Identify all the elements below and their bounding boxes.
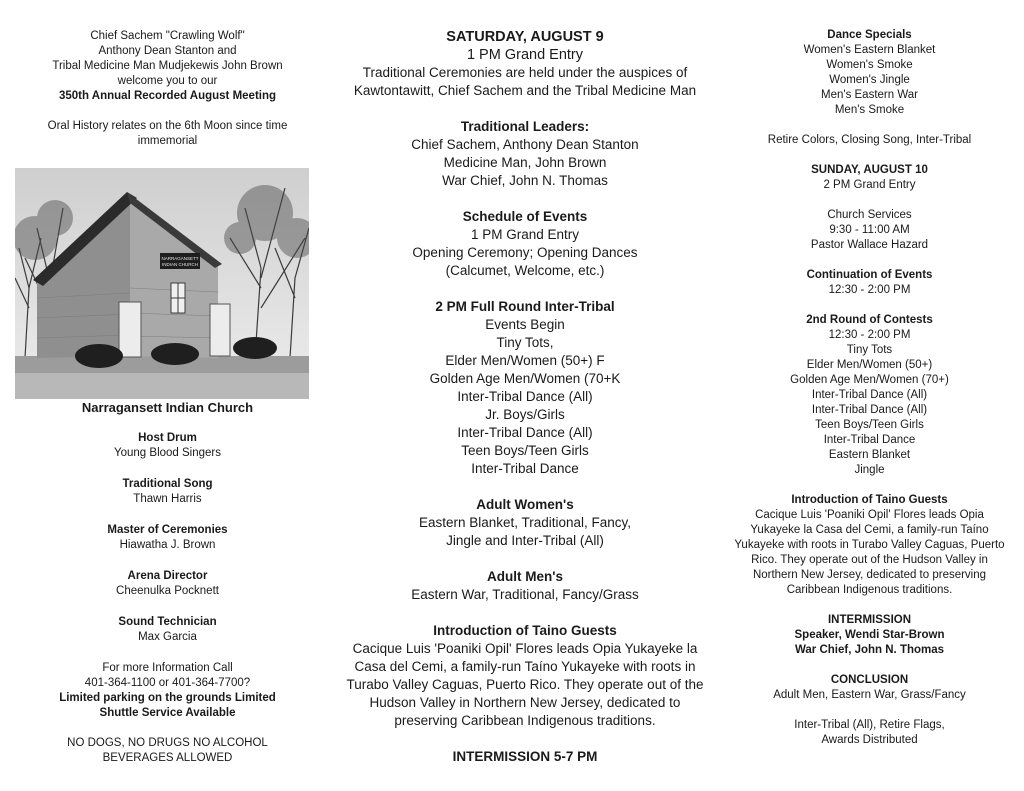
taino-line: Cacique Luis 'Poaniki Opil' Flores leads Opia Yukayeke la xyxy=(352,641,698,656)
men-item: Eastern War, Traditional, Fancy/Grass xyxy=(411,587,639,602)
special-item: Women's Smoke xyxy=(826,59,913,71)
intermission-item: Speaker, Wendi Star-Brown xyxy=(794,629,945,641)
photo-caption: Narragansett Indian Church xyxy=(81,400,254,415)
welcome-line: Anthony Dean Stanton and xyxy=(98,45,237,57)
contest-item: 12:30 - 2:00 PM xyxy=(828,329,911,341)
leader-item: Medicine Man, John Brown xyxy=(443,155,607,170)
women-item: Eastern Blanket, Traditional, Fancy, xyxy=(418,515,632,530)
taino-line: Yukayeke la Casa del Cemi, a family-run Taíno xyxy=(750,524,989,536)
round-item: Events Begin xyxy=(485,317,565,332)
intermission-title: INTERMISSION 5-7 PM xyxy=(452,749,598,764)
taino-line: Turabo Valley Caguas, Puerto Rico. They operate out of the xyxy=(346,677,704,692)
oral-history-line: Oral History relates on the 6th Moon since time xyxy=(47,120,288,132)
taino-line: Cacique Luis 'Poaniki Opil' Flores leads Opia xyxy=(755,509,984,521)
ceremonies-line: Kawtontawitt, Chief Sachem and the Tribal Medicine Man xyxy=(353,83,697,98)
left-lower xyxy=(0,399,335,766)
role-sound-technician xyxy=(0,615,335,645)
rules-line: BEVERAGES ALLOWED xyxy=(102,752,233,764)
retire-line: Retire Colors, Closing Song, Inter-Tribal xyxy=(767,134,972,146)
taino-line: Caribbean Indigenous traditions. xyxy=(786,584,953,596)
sunday-grand-entry: 2 PM Grand Entry xyxy=(823,179,916,191)
saturday-grand-entry: 1 PM Grand Entry xyxy=(466,47,584,63)
special-item: Women's Eastern Blanket xyxy=(803,44,936,56)
taino-line: Rico. They operate out of the Hudson Valley in xyxy=(751,554,988,566)
contest-item: Inter-Tribal Dance xyxy=(823,434,916,446)
contest-item: Tiny Tots xyxy=(846,344,893,356)
taino-line: Casa del Cemi, a family-run Taíno Yukayeke with roots in xyxy=(354,659,696,674)
round-item: Inter-Tribal Dance xyxy=(471,461,579,476)
continuation-title: Continuation of Events xyxy=(806,269,933,281)
schedule-item: 1 PM Grand Entry xyxy=(470,227,580,242)
welcome-line: Chief Sachem "Crawling Wolf" xyxy=(90,30,245,42)
welcome-line: welcome you to our xyxy=(117,75,218,87)
women-item: Jingle and Inter-Tribal (All) xyxy=(446,533,604,548)
middle-column xyxy=(335,0,715,766)
role-name: Hiawatha J. Brown xyxy=(119,539,216,551)
parking-line: Limited parking on the grounds Limited xyxy=(59,692,276,704)
specials-title: Dance Specials xyxy=(827,29,912,41)
contests-title: 2nd Round of Contests xyxy=(806,314,933,326)
contest-item: Eastern Blanket xyxy=(828,449,911,461)
special-item: Women's Jingle xyxy=(829,74,910,86)
role-master-of-ceremonies xyxy=(0,523,335,553)
continuation-time: 12:30 - 2:00 PM xyxy=(828,284,911,296)
role-traditional-song xyxy=(0,477,335,507)
meeting-title: 350th Annual Recorded August Meeting xyxy=(58,90,277,102)
round-item: Golden Age Men/Women (70+K xyxy=(429,371,621,386)
church-photo xyxy=(15,168,309,399)
info-phone: 401-364-1100 or 401-364-7700? xyxy=(84,677,251,689)
leader-item: War Chief, John N. Thomas xyxy=(442,173,608,188)
contest-item: Elder Men/Women (50+) xyxy=(806,359,933,371)
contest-item: Jingle xyxy=(854,464,885,476)
rules-line: NO DOGS, NO DRUGS NO ALCOHOL xyxy=(67,737,268,749)
final-line: Inter-Tribal (All), Retire Flags, xyxy=(794,719,945,731)
contest-item: Inter-Tribal Dance (All) xyxy=(811,404,928,416)
taino-title: Introduction of Taino Guests xyxy=(791,494,948,506)
right-column xyxy=(715,0,1024,748)
taino-title: Introduction of Taino Guests xyxy=(433,623,617,638)
info-line: For more Information Call xyxy=(102,662,233,674)
special-item: Men's Smoke xyxy=(834,104,905,116)
welcome-text xyxy=(0,29,335,89)
role-name: Thawn Harris xyxy=(133,493,202,505)
taino-line: Northern New Jersey, dedicated to preserving xyxy=(752,569,987,581)
round-item: Tiny Tots, xyxy=(496,335,554,350)
round-item: Elder Men/Women (50+) F xyxy=(445,353,605,368)
leader-item: Chief Sachem, Anthony Dean Stanton xyxy=(411,137,639,152)
contest-item: Teen Boys/Teen Girls xyxy=(815,419,924,431)
special-item: Men's Eastern War xyxy=(821,89,918,101)
left-column xyxy=(0,0,335,149)
sunday-title: SUNDAY, AUGUST 10 xyxy=(811,164,928,176)
sign-line-1: NARRAGANSETT xyxy=(161,256,199,261)
intermission-item: War Chief, John N. Thomas xyxy=(794,644,945,656)
round-item: Inter-Tribal Dance (All) xyxy=(457,425,593,440)
leaders-title: Traditional Leaders: xyxy=(460,119,590,134)
women-title: Adult Women's xyxy=(476,497,574,512)
final-line: Awards Distributed xyxy=(821,734,918,746)
conclusion-title: CONCLUSION xyxy=(830,674,909,686)
taino-line: Hudson Valley in Northern New Jersey, dedicated to xyxy=(369,695,681,710)
intermission-title: INTERMISSION xyxy=(827,614,912,626)
sign-line-2: INDIAN CHURCH xyxy=(162,262,198,267)
schedule-item: (Calcumet, Welcome, etc.) xyxy=(445,263,605,278)
taino-line: Yukayeke with roots in Turabo Valley Caguas, Puerto xyxy=(734,539,1005,551)
schedule-title: Schedule of Events xyxy=(462,209,588,224)
church-line: 9:30 - 11:00 AM xyxy=(829,224,910,236)
men-title: Adult Men's xyxy=(487,569,563,584)
saturday-title: SATURDAY, AUGUST 9 xyxy=(446,29,604,45)
role-host-drum xyxy=(0,431,335,461)
role-name: Cheenulka Pocknett xyxy=(116,585,219,597)
ceremonies-line: Traditional Ceremonies are held under the auspices of xyxy=(362,65,688,80)
conclusion-item: Adult Men, Eastern War, Grass/Fancy xyxy=(773,689,966,701)
taino-line: preserving Caribbean Indigenous traditions. xyxy=(394,713,656,728)
round-title: 2 PM Full Round Inter-Tribal xyxy=(435,299,615,314)
church-illustration xyxy=(15,168,309,399)
role-title: Traditional Song xyxy=(122,478,213,490)
role-title: Sound Technician xyxy=(118,616,217,628)
schedule-item: Opening Ceremony; Opening Dances xyxy=(412,245,638,260)
oral-history-line: immemorial xyxy=(137,135,198,147)
church-line: Pastor Wallace Hazard xyxy=(810,239,929,251)
role-title: Arena Director xyxy=(127,570,208,582)
round-item: Jr. Boys/Girls xyxy=(485,407,565,422)
church-line: Church Services xyxy=(827,209,912,221)
parking-line: Shuttle Service Available xyxy=(99,707,236,719)
welcome-line: Tribal Medicine Man Mudjekewis John Brown xyxy=(52,60,283,72)
round-item: Teen Boys/Teen Girls xyxy=(461,443,589,458)
role-title: Master of Ceremonies xyxy=(107,524,228,536)
contest-item: Golden Age Men/Women (70+) xyxy=(790,374,949,386)
role-arena-director xyxy=(0,569,335,599)
role-name: Young Blood Singers xyxy=(114,447,221,459)
contest-item: Inter-Tribal Dance (All) xyxy=(811,389,928,401)
role-name: Max Garcia xyxy=(138,631,197,643)
round-item: Inter-Tribal Dance (All) xyxy=(457,389,593,404)
role-title: Host Drum xyxy=(138,432,197,444)
